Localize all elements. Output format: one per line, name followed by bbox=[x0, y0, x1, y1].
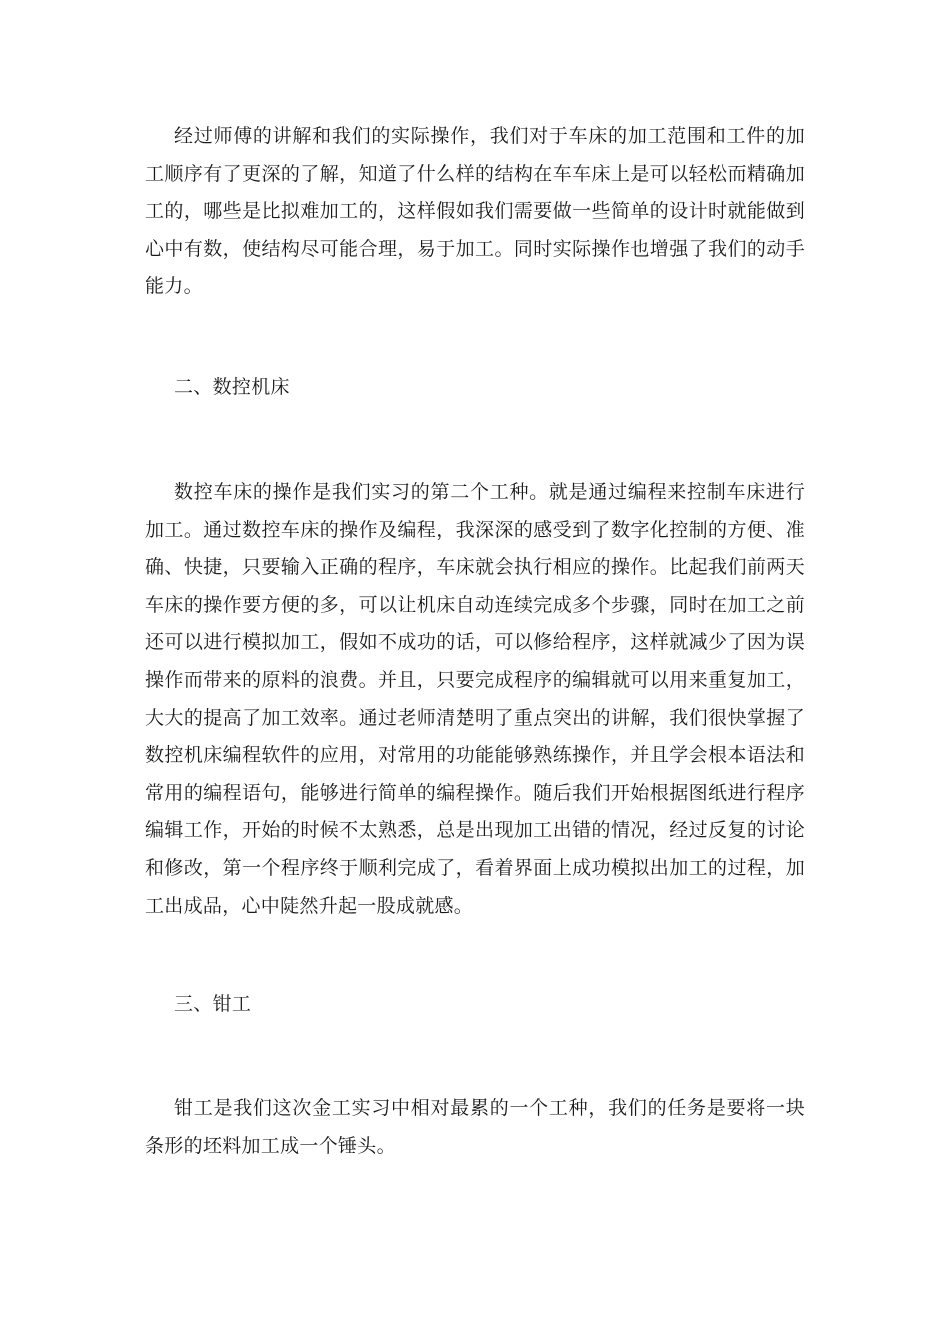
body-paragraph: 经过师傅的讲解和我们的实际操作，我们对于车床的加工范围和工件的加工顺序有了更深的了解，知道了什么样的结构在车车床上是可以轻松而精确加工的，哪些是比拟难加工的，这样假如我们需要做一些简单的设计时就能做到心中有数，使结构尽可能合理，易于加工。同时实际操作也增强了我们的动手能力。 bbox=[145, 125, 805, 298]
body-paragraph: 数控车床的操作是我们实习的第二个工种。就是通过编程来控制车床进行加工。通过数控车床的操作及编程，我深深的感受到了数字化控制的方便、准确、快捷，只要输入正确的程序，车床就会执行相应的操作。比起我们前两天车床的操作要方便的多，可以让机床自动连续完成多个步骤，同时在加工之前还可以进行模拟加工，假如不成功的话，可以修给程序，这样就减少了因为误操作而带来的原料的浪费。并且，只要完成程序的编辑就可以用来重复加工，大大的提高了加工效率。通过老师清楚明了重点突出的讲解，我们很快掌握了数控机床编程软件的应用，对常用的功能能够熟练操作，并且学会根本语法和常用的编程语句，能够进行简单的编程操作。随后我们开始根据图纸进行程序编辑工作，开始的时候不太熟悉，总是出现加工出错的情况，经过反复的讨论和修改，第一个程序终于顺利完成了，看着界面上成功模拟出加工的过程，加工出成品，心中陡然升起一股成就感。 bbox=[145, 481, 805, 917]
section-heading: 二、数控机床 bbox=[174, 376, 290, 398]
section-heading: 三、钳工 bbox=[174, 993, 252, 1015]
body-paragraph: 钳工是我们这次金工实习中相对最累的一个工种，我们的任务是要将一块条形的坯料加工成一个锤头。 bbox=[145, 1097, 805, 1157]
